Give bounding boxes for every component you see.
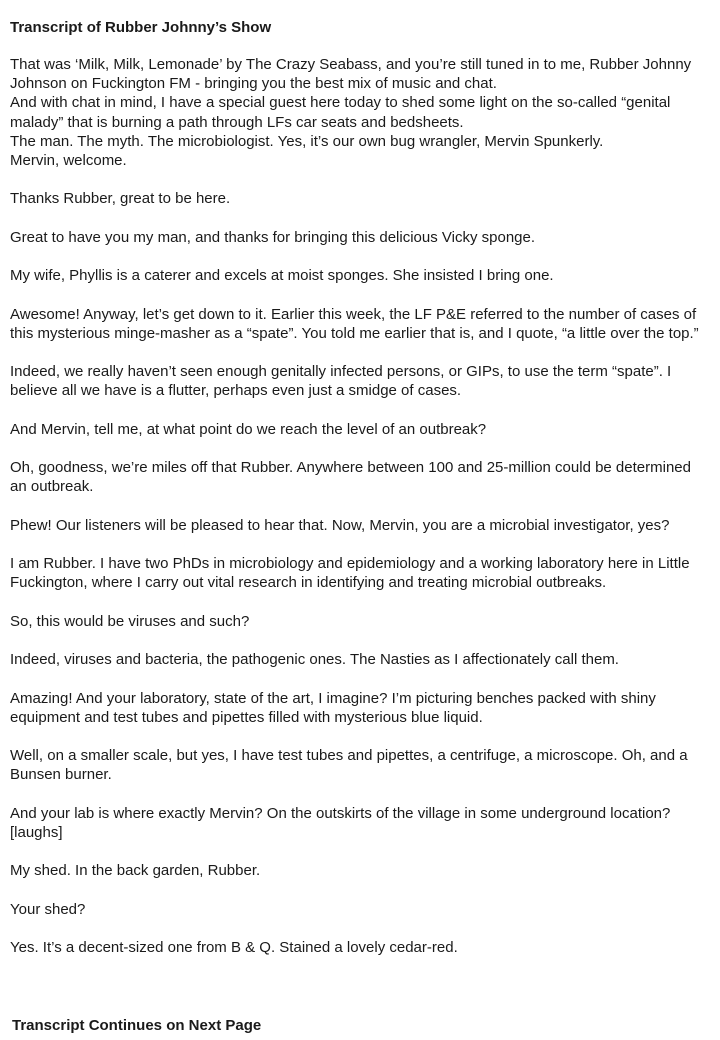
- paragraph-intro: That was ‘Milk, Milk, Lemonade’ by The Crazy Seabass, and you’re still tuned in to me, Rubber Johnny Johnson on Fuckington FM - bringing you the best mix of music and chat. And with chat in mind, I have a special guest here today to shed some light on the so-called “genital malady” that is burning a path through LFs car seats and bedsheets. The man. The myth. The microbiologist. Yes, it’s our own bug wrangler, Mervin Spunkerly. Mervin, welcome.: [10, 56, 692, 170]
- paragraph-rubber-laboratory: Amazing! And your laboratory, state of the art, I imagine? I’m picturing benches packed with shiny equipment and test tubes and pipettes filled with mysterious blue liquid.: [10, 689, 656, 726]
- paragraph-mervin-shed: My shed. In the back garden, Rubber.: [10, 862, 261, 880]
- paragraph-rubber-shed-question: Your shed?: [10, 900, 86, 918]
- paragraph-mervin-outbreak-answer: Oh, goodness, we’re miles off that Rubber. Anywhere between 100 and 25-million could be determined an outbreak.: [10, 459, 691, 496]
- paragraph-rubber-outbreak-question: And Mervin, tell me, at what point do we reach the level of an outbreak?: [10, 420, 487, 438]
- paragraph-mervin-greeting: Thanks Rubber, great to be here.: [10, 190, 231, 208]
- paragraph-rubber-spate: Awesome! Anyway, let’s get down to it. Earlier this week, the LF P&E referred to the number of cases of this mysterious minge-masher as a “spate”. You told me earlier that is, and I quote, “a little over the top.”: [10, 305, 699, 342]
- paragraph-rubber-viruses: So, this would be viruses and such?: [10, 612, 250, 630]
- paragraph-rubber-location: And your lab is where exactly Mervin? On the outskirts of the village in some underground location? [laughs]: [10, 804, 671, 841]
- paragraph-mervin-shed-answer: Yes. It’s a decent-sized one from B & Q. Stained a lovely cedar-red.: [10, 939, 458, 957]
- page-title: Transcript of Rubber Johnny’s Show: [10, 19, 272, 36]
- paragraph-mervin-nasties: Indeed, viruses and bacteria, the pathogenic ones. The Nasties as I affectionately call them.: [10, 651, 619, 669]
- paragraph-rubber-investigator: Phew! Our listeners will be pleased to hear that. Now, Mervin, you are a microbial investigator, yes?: [10, 516, 670, 534]
- paragraph-mervin-flutter: Indeed, we really haven’t seen enough genitally infected persons, or GIPs, to use the term “spate”. I believe all we have is a flutter, perhaps even just a smidge of cases.: [10, 363, 672, 400]
- paragraph-mervin-equipment: Well, on a smaller scale, but yes, I have test tubes and pipettes, a centrifuge, a microscope. Oh, and a Bunsen burner.: [10, 747, 688, 784]
- continuation-note: Transcript Continues on Next Page: [12, 1017, 262, 1034]
- paragraph-rubber-sponge: Great to have you my man, and thanks for bringing this delicious Vicky sponge.: [10, 228, 536, 246]
- paragraph-mervin-wife: My wife, Phyllis is a caterer and excels at moist sponges. She insisted I bring one.: [10, 267, 554, 285]
- paragraph-mervin-phds: I am Rubber. I have two PhDs in microbiology and epidemiology and a working laboratory here in Little Fuckington, where I carry out vital research in identifying and treating microbial outbreaks.: [10, 555, 690, 592]
